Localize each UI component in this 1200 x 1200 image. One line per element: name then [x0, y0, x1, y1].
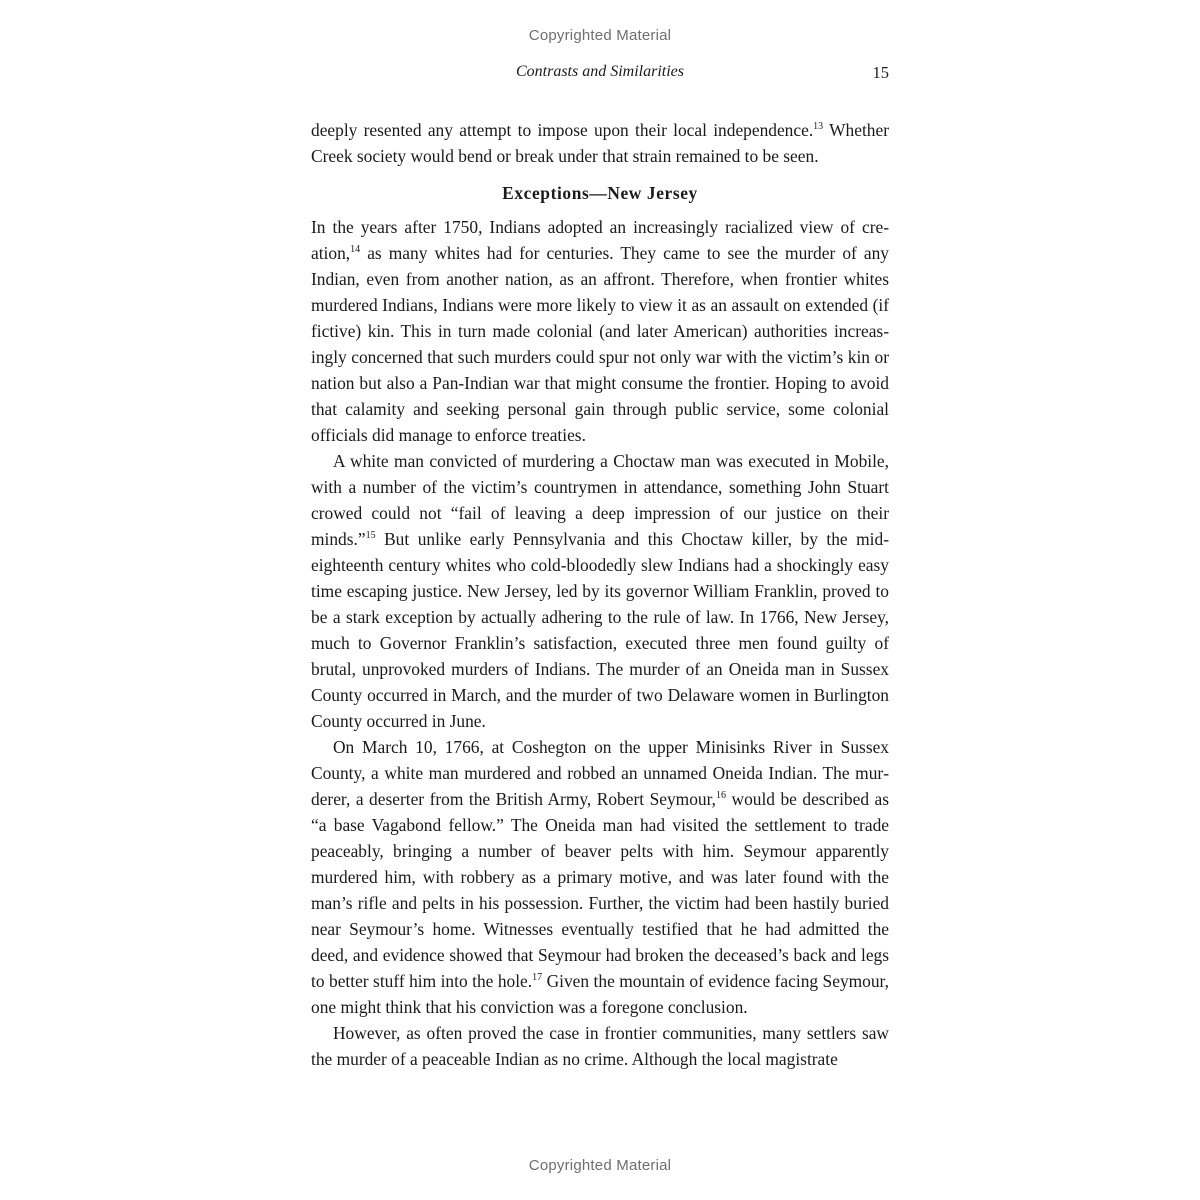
copyright-watermark-bottom: Copyrighted Material [528, 1157, 672, 1174]
paragraph-1-text-a: deeply resented any attempt to impose upon their local independence. [311, 120, 814, 140]
running-head [311, 63, 889, 85]
paragraph-1-text-b: Whether Creek society would bend or break under that strain remained to be seen. [311, 120, 889, 166]
paragraph-1 [311, 117, 889, 169]
paragraph-2 [311, 214, 889, 448]
paragraph-4 [311, 734, 889, 1020]
footnote-ref-16[interactable]: 16 [716, 790, 727, 801]
page-number: 15 [872, 63, 889, 82]
paragraph-5-text: However, as often proved the case in frontier communities, many settlers saw the murder of a peaceable Indian as no crime. Although the local magistrate [311, 1023, 889, 1069]
paragraph-4-text-c: Given the mountain of evidence facing Seymour, one might think that his conviction was a foregone conclusion. [311, 971, 890, 1017]
paragraph-2-text-a: In the years after 1750, Indians adopted an increasingly racialized view of creation, [311, 217, 889, 263]
paragraph-3-text-a: A white man convicted of murdering a Choctaw man was executed in Mobile, with a number of the victim’s countrymen in attendance, something John Stuart crowed could not “fail of leaving a deep impression of our justice on their minds.” [311, 451, 889, 549]
footnote-ref-14[interactable]: 14 [350, 244, 361, 255]
running-head-title: Contrasts and Similarities [515, 63, 685, 80]
footnote-ref-13[interactable]: 13 [813, 121, 824, 132]
copyright-watermark-top: Copyrighted Material [528, 27, 672, 44]
paragraph-3-text-b: But unlike early Pennsylvania and this Choctaw killer, by the mid-eighteenth century whites who cold-bloodedly slew Indians had a shockingly easy time escaping justice. New Jersey, led by its governor William Franklin, proved to be a stark exception by actually adhering to the rule of law. In 1766, New Jersey, much to Governor Franklin’s satisfaction, executed three men found guilty of brutal, unprovoked murders of Indians. The murder of an Oneida man in Sussex County occurred in March, and the murder of two Delaware women in Burlington County occurred in June. [311, 529, 889, 731]
footnote-ref-15[interactable]: 15 [365, 530, 376, 541]
paragraph-4-text-b: would be described as “a base Vagabond fellow.” The Oneida man had visited the settlement to trade peaceably, bringing a number of beaver pelts with him. Seymour apparently murdered him, with robbery as a primary motive, and was later found with the man’s rifle and pelts in his possession. Further, the victim had been hastily buried near Seymour’s home. Witnesses eventually testified that he had admitted the deed, and evidence showed that Seymour had broken the deceased’s back and legs to better stuff him into the hole. [311, 789, 889, 991]
paragraph-2-text-b: as many whites had for centuries. They came to see the murder of any Indian, even from another nation, as an affront. Therefore, when frontier whites murdered Indians, Indians were more likely to view it as an assault on extended (if fictive) kin. This in turn made colonial (and later American) authorities increasingly concerned that such murders could spur not only war with the victim’s kin or nation but also a Pan-Indian war that might consume the frontier. Hoping to avoid that calamity and seeking personal gain through public service, some colonial officials did manage to enforce treaties. [311, 243, 889, 445]
paragraph-5 [311, 1020, 889, 1072]
footnote-ref-17[interactable]: 17 [532, 972, 543, 983]
section-heading: Exceptions—New Jersey [502, 183, 698, 203]
paragraph-4-text-a: On March 10, 1766, at Coshegton on the upper Minisinks River in Sussex County, a white man murdered and robbed an unnamed Oneida Indian. The murderer, a deserter from the British Army, Robert Seymour, [311, 737, 889, 809]
body-text [311, 117, 889, 1072]
paragraph-3 [311, 448, 889, 734]
